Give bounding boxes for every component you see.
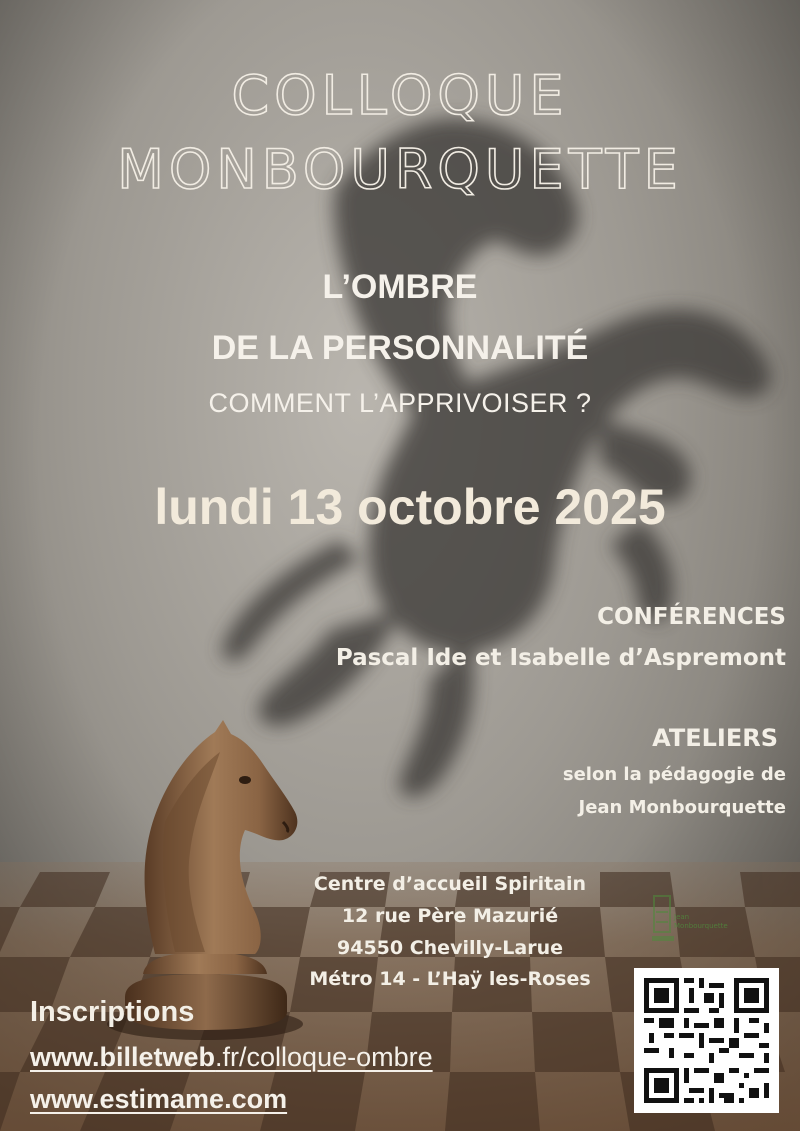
chess-knight-icon [105,712,310,1042]
billetweb-link-path: .fr/colloque-ombre [215,1042,433,1072]
title-line-2: MONBOURQUETTE [117,138,683,201]
address-street: 12 rue Père Mazurié [341,905,559,927]
event-date: lundi 13 octobre 2025 [154,479,666,535]
qr-code-icon[interactable] [634,968,779,1113]
address-metro: Métro 14 - L’Haÿ les-Roses [309,968,591,990]
billetweb-link-domain: www.billetweb [30,1042,216,1072]
theme-question: COMMENT L’APPRIVOISER ? [208,388,592,418]
ateliers-heading: ATELIERS [652,724,778,752]
theme-line-2: DE LA PERSONNALITÉ [211,329,589,367]
address-city: 94550 Chevilly-Larue [337,937,563,959]
address-venue: Centre d’accueil Spiritain [313,873,587,895]
ateliers-line-1: selon la pédagogie de [562,764,786,785]
billetweb-link[interactable] [30,1042,433,1073]
ateliers-line-2: Jean Monbourquette [578,797,786,818]
title-line-1: COLLOQUE [231,64,569,127]
logo-text-line-1: Jean [674,913,690,921]
logo-text [674,913,728,931]
inscriptions-label: Inscriptions [30,996,195,1028]
conferences-speakers: Pascal Ide et Isabelle d’Aspremont [335,645,786,671]
theme-line-1: L’OMBRE [322,268,478,306]
logo-text-line-2: Monbourquette [674,922,728,930]
estimame-link[interactable]: www.estimame.com [30,1084,288,1114]
conferences-heading: CONFÉRENCES [597,604,786,630]
